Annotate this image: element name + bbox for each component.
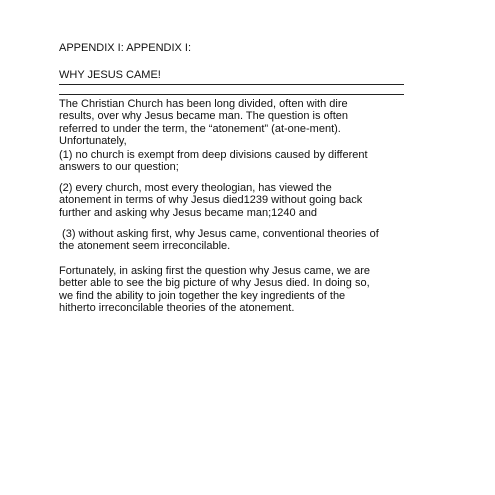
paragraph-line: better able to see the big picture of why Jesus died. In doing so, <box>59 277 370 290</box>
paragraph-line: The Christian Church has been long divided, often with dire <box>59 98 348 110</box>
appendix-title-text: APPENDIX I: APPENDIX I: <box>59 42 192 54</box>
paragraph-line: (3) without asking first, why Jesus came, conventional theories of <box>59 228 379 240</box>
paragraph-point-2 <box>59 182 444 219</box>
heading-underline-second <box>59 94 404 95</box>
section-heading <box>59 69 444 81</box>
paragraph-conclusion <box>59 265 444 315</box>
paragraph-line: we find the ability to join together the key ingredients of the <box>59 289 346 302</box>
section-heading-text: WHY JESUS CAME! <box>59 69 161 81</box>
paragraph-line: further and asking why Jesus became man;1240 and <box>59 206 318 219</box>
heading-underline <box>59 84 404 85</box>
paragraph-line: Fortunately, in asking first the question why Jesus came, we are <box>59 265 370 277</box>
paragraph-line: (1) no church is exempt from deep divisions caused by different <box>59 149 368 161</box>
paragraph-point-3 <box>59 228 444 253</box>
paragraph-line: results, over why Jesus became man. The question is often <box>59 110 348 123</box>
paragraph-line: Unfortunately, <box>59 135 127 148</box>
paragraph-line: atonement in terms of why Jesus died1239 without going back <box>59 194 363 207</box>
paragraph-line: (2) every church, most every theologian, has viewed the <box>59 182 332 194</box>
paragraph-line: hitherto irreconcilable theories of the atonement. <box>59 302 295 315</box>
paragraph-line: referred to under the term, the “atonement” (at-one-ment). <box>59 122 341 135</box>
paragraph-line: answers to our question; <box>59 161 179 174</box>
paragraph-intro <box>59 98 444 148</box>
paragraph-point-1 <box>59 149 444 174</box>
paragraph-line: the atonement seem irreconcilable. <box>59 240 231 253</box>
appendix-title <box>59 42 444 54</box>
